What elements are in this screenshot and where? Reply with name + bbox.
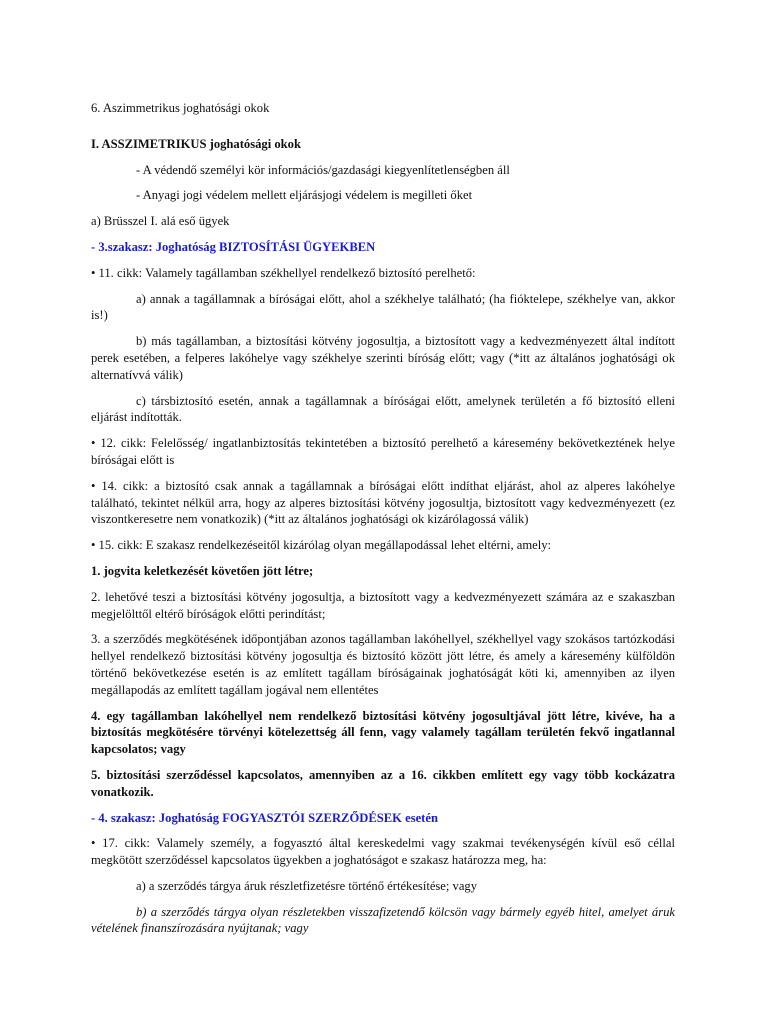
article-17-item-a: a) a szerződés tárgya áruk részletfizetésre történő értékesítése; vagy	[136, 878, 478, 893]
article-11-item-a: a) annak a tagállamnak a bíróságai előtt, ahol a székhelye található; (ha fióktelepe, székhelye van, akkor is!)	[91, 291, 675, 323]
article-15-item-1: 1. jogvita keletkezését követően jött létre;	[91, 563, 314, 578]
section3-prefix: - 3.szakasz: Joghatóság	[91, 239, 220, 254]
article-15-item-3: 3. a szerződés megkötésének időpontjában azonos tagállamban lakóhellyel, székhellyel vagy szokásos tartózkodási hellyel rendelkező biztosítási kötvény jogosultja és biztosító között jött létre, és amely a káresemény külföldön történő bekövetkezése esetén is az említett tagállam bíróságainak joghatóságát köti ki, amennyiben az ilyen megállapodás az említett tagállam jogával nem ellentétes	[91, 632, 675, 697]
intro-point: - A védendő személyi kör információs/gazdasági kiegyenlítetlenségben áll	[136, 162, 510, 177]
chapter-title: 6. Aszimmetrikus joghatósági okok	[91, 101, 270, 115]
article-15: • 15. cikk: E szakasz rendelkezéseitől kizárólag olyan megállapodással lehet eltérni, amely:	[91, 538, 552, 553]
article-12: • 12. cikk: Felelősség/ ingatlanbiztosítás tekintetében a biztosító perelhető a káresemény bekövetkeztének helye bíróságai előtt is	[91, 436, 675, 467]
section3-bold: BIZTOSÍTÁSI ÜGYEKBEN	[219, 239, 376, 254]
section4-bold: FOGYASZTÓI SZERZŐDÉSEK	[222, 810, 402, 825]
article-11: • 11. cikk: Valamely tagállamban székhellyel rendelkező biztosító perelhető:	[91, 265, 476, 280]
article-11-item-b: b) más tagállamban, a biztosítási kötvény jogosultja, a biztosított vagy a kedvezményezett által indított perek esetében, a felperes lakóhelye vagy székhelye szerinti bíróság előtt; vagy (*itt az általános joghatósági ok alternatívvá válik)	[91, 334, 675, 382]
article-17: • 17. cikk: Valamely személy, a fogyasztó által kereskedelmi vagy szakmai tevékenységén kívül eső céllal megkötött szerződéssel kapcsolatos ügyekben a joghatóságot e szakasz határozza meg, ha:	[91, 836, 675, 868]
article-15-item-4: 4. egy tagállamban lakóhellyel nem rendelkező biztosítási kötvény jogosultjával jött létre, kivéve, ha a biztosítás megkötésére törvényi kötelezettség áll fenn, vagy valamely tagállam területén fekvő ingatlannal kapcsolatos; vagy	[91, 708, 675, 757]
section4-suffix: esetén	[401, 810, 438, 825]
article-15-item-2: 2. lehetővé teszi a biztosítási kötvény jogosultja, a biztosított vagy a kedvezményezett számára az e szakaszban megjelölttől eltérő bíróságok előtti perindítást;	[91, 589, 675, 621]
section-heading-bold: I. ASSZIMETRIKUS	[91, 136, 207, 151]
section4-prefix: - 4. szakasz: Joghatóság	[91, 810, 223, 825]
section4-heading	[91, 810, 675, 827]
intro-point: - Anyagi jogi védelem mellett eljárásjogi védelem is megilleti őket	[136, 188, 473, 203]
article-14: • 14. cikk: a biztosító csak annak a tagállamnak a bíróságai előtt indíthat eljárást, ahol az alperes lakóhelye található, tekintet nélkül arra, hogy az alperes biztosítási kötvény jogosultja, biztosított vagy kedvezményezett (ez viszontkeresetre nem vonatkozik) (*itt az általános joghatósági ok kizárólagossá válik)	[91, 478, 675, 527]
document-body	[91, 100, 675, 937]
section-heading	[91, 136, 675, 153]
article-17-item-b: b) a szerződés tárgya olyan részletekben visszafizetendő kölcsön vagy bármely egyéb hitel, amelyet áruk vételének finanszírozására nyújtanak; vagy	[91, 904, 675, 936]
section-heading-rest: joghatósági okok	[206, 136, 301, 151]
section3-heading	[91, 239, 675, 256]
article-11-item-c: c) társbiztosító esetén, annak a tagállamnak a bíróságai előtt, amelynek területén a fő biztosító elleni eljárást indították.	[91, 393, 675, 425]
article-15-item-5: 5. biztosítási szerződéssel kapcsolatos, amennyiben az a 16. cikkben említett egy vagy több kockázatra vonatkozik.	[91, 767, 675, 799]
subsection-a: a) Brüsszel I. alá eső ügyek	[91, 214, 230, 229]
